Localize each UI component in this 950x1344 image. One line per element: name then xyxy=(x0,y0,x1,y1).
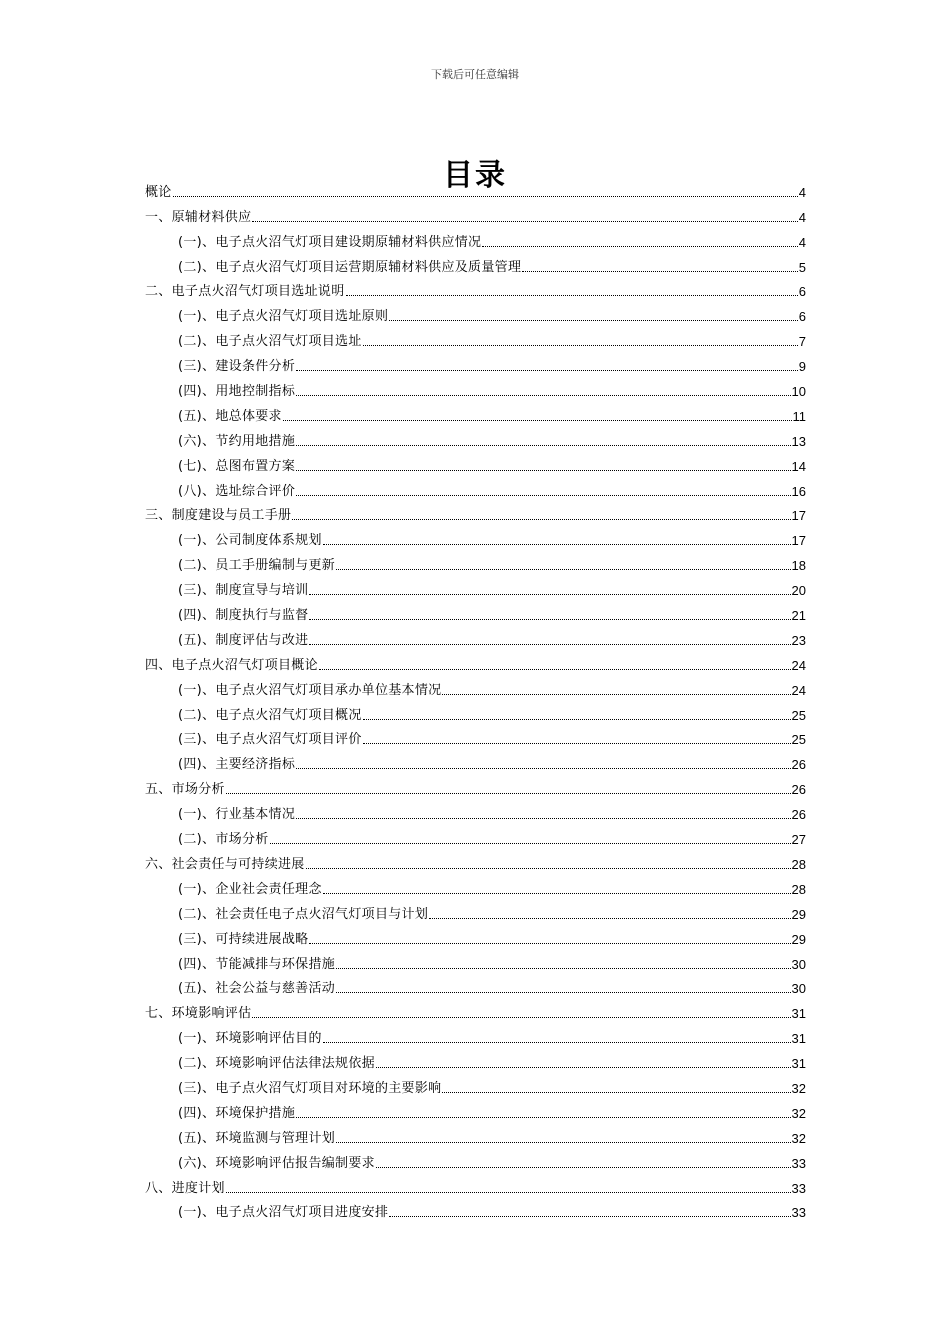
toc-page-number: 4 xyxy=(798,234,806,250)
toc-page-number: 17 xyxy=(791,533,806,549)
toc-entry-title: 四、电子点火沼气灯项目概论 xyxy=(145,657,318,673)
toc-page-number: 7 xyxy=(798,334,806,350)
toc-page-number: 26 xyxy=(791,782,806,798)
toc-dot-leader xyxy=(309,942,790,944)
toc-entry-title: (二)、电子点火沼气灯项目运营期原辅材料供应及质量管理 xyxy=(178,259,522,275)
toc-entry[interactable] xyxy=(145,325,806,350)
toc-page-number: 9 xyxy=(798,359,806,375)
toc-dot-leader xyxy=(306,867,791,869)
toc-entry[interactable] xyxy=(145,549,806,574)
toc-entry-title: (三)、制度宣导与培训 xyxy=(178,583,309,599)
toc-entry-title: (五)、环境监测与管理计划 xyxy=(178,1130,336,1146)
toc-dot-leader xyxy=(283,419,792,421)
toc-entry[interactable] xyxy=(145,350,806,375)
page-header-note: 下载后可任意编辑 xyxy=(431,68,519,81)
toc-dot-leader xyxy=(336,991,790,993)
toc-dot-leader xyxy=(296,494,790,496)
toc-entry[interactable] xyxy=(145,948,806,973)
toc-entry[interactable] xyxy=(145,300,806,325)
toc-dot-leader xyxy=(363,718,791,720)
toc-entry[interactable] xyxy=(145,724,806,749)
toc-entry[interactable] xyxy=(145,1197,806,1222)
toc-dot-leader xyxy=(376,1066,791,1068)
toc-entry[interactable] xyxy=(145,276,806,301)
toc-page-number: 17 xyxy=(791,508,806,524)
toc-entry[interactable] xyxy=(145,450,806,475)
toc-entry-title: (四)、节能减排与环保措施 xyxy=(178,956,336,972)
toc-entry[interactable] xyxy=(145,500,806,525)
toc-page-number: 11 xyxy=(792,408,806,424)
toc-page-number: 25 xyxy=(791,732,806,748)
toc-dot-leader xyxy=(319,668,791,670)
toc-dot-leader xyxy=(346,294,798,296)
toc-entry[interactable] xyxy=(145,375,806,400)
toc-page-number: 33 xyxy=(791,1205,806,1221)
toc-entry[interactable] xyxy=(145,748,806,773)
toc-entry[interactable] xyxy=(145,599,806,624)
table-of-contents xyxy=(145,176,806,1221)
toc-entry-title: 概论 xyxy=(145,184,172,200)
toc-page-number: 18 xyxy=(791,558,806,574)
toc-dot-leader xyxy=(296,369,798,371)
toc-dot-leader xyxy=(336,967,790,969)
toc-entry-title: (二)、员工手册编制与更新 xyxy=(178,558,336,574)
toc-entry[interactable] xyxy=(145,201,806,226)
toc-entry[interactable] xyxy=(145,475,806,500)
toc-entry-title: (二)、电子点火沼气灯项目选址 xyxy=(178,334,362,350)
toc-page-number: 32 xyxy=(791,1105,806,1121)
toc-entry-title: 八、进度计划 xyxy=(145,1180,225,1196)
toc-entry-title: (一)、电子点火沼气灯项目选址原则 xyxy=(178,309,389,325)
toc-entry[interactable] xyxy=(145,400,806,425)
toc-entry[interactable] xyxy=(145,1122,806,1147)
toc-entry-title: (二)、市场分析 xyxy=(178,832,269,848)
toc-dot-leader xyxy=(389,319,798,321)
toc-page-number: 23 xyxy=(791,632,806,648)
toc-entry[interactable] xyxy=(145,823,806,848)
toc-page-number: 5 xyxy=(798,259,806,275)
toc-entry-title: (三)、电子点火沼气灯项目评价 xyxy=(178,732,362,748)
toc-entry-title: (六)、环境影响评估报告编制要求 xyxy=(178,1155,375,1171)
toc-entry-title: (二)、环境影响评估法律法规依据 xyxy=(178,1056,375,1072)
toc-entry-title: (一)、电子点火沼气灯项目建设期原辅材料供应情况 xyxy=(178,234,482,250)
toc-dot-leader xyxy=(376,1166,791,1168)
toc-dot-leader xyxy=(296,394,790,396)
toc-entry-title: 六、社会责任与可持续进展 xyxy=(145,856,305,872)
toc-dot-leader xyxy=(309,618,790,620)
toc-page-number: 24 xyxy=(791,657,806,673)
toc-page-number: 6 xyxy=(798,309,806,325)
toc-page-number: 21 xyxy=(791,608,806,624)
toc-entry[interactable] xyxy=(145,798,806,823)
toc-entry-title: 二、电子点火沼气灯项目选址说明 xyxy=(145,284,345,300)
toc-entry-title: (四)、制度执行与监督 xyxy=(178,608,309,624)
toc-entry-title: (四)、用地控制指标 xyxy=(178,384,296,400)
toc-page-number: 24 xyxy=(791,682,806,698)
toc-page-number: 25 xyxy=(791,707,806,723)
toc-dot-leader xyxy=(296,444,790,446)
toc-page-number: 28 xyxy=(791,881,806,897)
toc-entry-title: (四)、主要经济指标 xyxy=(178,757,296,773)
toc-entry-title: (八)、选址综合评价 xyxy=(178,483,296,499)
toc-entry-title: (一)、行业基本情况 xyxy=(178,807,296,823)
toc-entry-title: 一、原辅材料供应 xyxy=(145,209,252,225)
toc-dot-leader xyxy=(309,643,790,645)
toc-entry[interactable] xyxy=(145,176,806,201)
toc-dot-leader xyxy=(173,195,798,197)
toc-dot-leader xyxy=(389,1215,790,1217)
toc-entry[interactable] xyxy=(145,699,806,724)
page-title: 目录 xyxy=(443,158,507,194)
toc-entry[interactable] xyxy=(145,226,806,251)
toc-page-number: 6 xyxy=(798,284,806,300)
toc-page-number: 32 xyxy=(791,1080,806,1096)
toc-page-number: 13 xyxy=(791,433,806,449)
toc-dot-leader xyxy=(296,469,790,471)
toc-entry-title: (二)、社会责任电子点火沼气灯项目与计划 xyxy=(178,906,429,922)
toc-page-number: 28 xyxy=(791,856,806,872)
toc-entry[interactable] xyxy=(145,649,806,674)
toc-entry[interactable] xyxy=(145,1022,806,1047)
toc-page-number: 31 xyxy=(791,1056,806,1072)
toc-entry-title: (三)、可持续进展战略 xyxy=(178,931,309,947)
toc-entry-title: (一)、电子点火沼气灯项目承办单位基本情况 xyxy=(178,682,442,698)
toc-entry-title: (三)、电子点火沼气灯项目对环境的主要影响 xyxy=(178,1080,442,1096)
toc-entry[interactable] xyxy=(145,873,806,898)
toc-page-number: 30 xyxy=(791,981,806,997)
toc-dot-leader xyxy=(323,1041,791,1043)
toc-entry[interactable] xyxy=(145,997,806,1022)
toc-entry-title: (一)、电子点火沼气灯项目进度安排 xyxy=(178,1205,389,1221)
toc-entry-title: (一)、企业社会责任理念 xyxy=(178,881,322,897)
toc-entry-title: (一)、公司制度体系规划 xyxy=(178,533,322,549)
toc-dot-leader xyxy=(442,693,790,695)
toc-entry[interactable] xyxy=(145,848,806,873)
toc-entry[interactable] xyxy=(145,1047,806,1072)
toc-dot-leader xyxy=(482,245,797,247)
toc-dot-leader xyxy=(323,543,791,545)
toc-entry-title: (七)、总图布置方案 xyxy=(178,458,296,474)
toc-dot-leader xyxy=(252,1016,790,1018)
toc-dot-leader xyxy=(226,1191,791,1193)
toc-page-number: 10 xyxy=(791,384,806,400)
toc-dot-leader xyxy=(363,344,798,346)
toc-entry-title: (一)、环境影响评估目的 xyxy=(178,1031,322,1047)
toc-entry-title: 三、制度建设与员工手册 xyxy=(145,508,292,524)
toc-entry[interactable] xyxy=(145,923,806,948)
toc-entry-title: (六)、节约用地措施 xyxy=(178,433,296,449)
toc-page-number: 29 xyxy=(791,931,806,947)
toc-entry[interactable] xyxy=(145,524,806,549)
toc-page-number: 33 xyxy=(791,1155,806,1171)
toc-entry-title: 七、环境影响评估 xyxy=(145,1006,252,1022)
toc-entry[interactable] xyxy=(145,674,806,699)
toc-dot-leader xyxy=(296,817,790,819)
toc-entry-title: (三)、建设条件分析 xyxy=(178,359,296,375)
toc-page-number: 14 xyxy=(791,458,806,474)
toc-entry[interactable] xyxy=(145,898,806,923)
toc-dot-leader xyxy=(252,220,797,222)
toc-page-number: 16 xyxy=(791,483,806,499)
toc-dot-leader xyxy=(296,1116,790,1118)
toc-entry[interactable] xyxy=(145,773,806,798)
toc-page-number: 30 xyxy=(791,956,806,972)
toc-entry[interactable] xyxy=(145,251,806,276)
toc-dot-leader xyxy=(292,518,790,520)
toc-page-number: 26 xyxy=(791,757,806,773)
toc-page-number: 20 xyxy=(791,583,806,599)
toc-page-number: 26 xyxy=(791,807,806,823)
toc-entry-title: (二)、电子点火沼气灯项目概况 xyxy=(178,707,362,723)
toc-page-number: 33 xyxy=(791,1180,806,1196)
toc-dot-leader xyxy=(323,892,791,894)
toc-entry-title: 五、市场分析 xyxy=(145,782,225,798)
toc-entry[interactable] xyxy=(145,1097,806,1122)
toc-entry[interactable] xyxy=(145,425,806,450)
toc-entry-title: (四)、环境保护措施 xyxy=(178,1105,296,1121)
toc-entry-title: (五)、制度评估与改进 xyxy=(178,632,309,648)
toc-entry[interactable] xyxy=(145,1172,806,1197)
toc-dot-leader xyxy=(226,792,791,794)
toc-entry[interactable] xyxy=(145,1072,806,1097)
toc-page-number: 29 xyxy=(791,906,806,922)
toc-entry-title: (五)、地总体要求 xyxy=(178,408,282,424)
toc-entry-title: (五)、社会公益与慈善活动 xyxy=(178,981,336,997)
toc-page-number: 4 xyxy=(798,209,806,225)
toc-page-number: 31 xyxy=(791,1006,806,1022)
toc-entry[interactable] xyxy=(145,624,806,649)
toc-dot-leader xyxy=(270,842,791,844)
toc-dot-leader xyxy=(429,917,790,919)
toc-dot-leader xyxy=(336,568,790,570)
toc-dot-leader xyxy=(522,270,798,272)
toc-entry[interactable] xyxy=(145,1147,806,1172)
toc-dot-leader xyxy=(296,767,790,769)
toc-page-number: 31 xyxy=(791,1031,806,1047)
toc-page-number: 32 xyxy=(791,1130,806,1146)
toc-page-number: 27 xyxy=(791,832,806,848)
toc-dot-leader xyxy=(336,1141,790,1143)
toc-dot-leader xyxy=(309,593,790,595)
toc-entry[interactable] xyxy=(145,973,806,998)
toc-entry[interactable] xyxy=(145,574,806,599)
toc-dot-leader xyxy=(442,1091,790,1093)
toc-page-number: 4 xyxy=(798,184,806,200)
toc-dot-leader xyxy=(363,742,791,744)
